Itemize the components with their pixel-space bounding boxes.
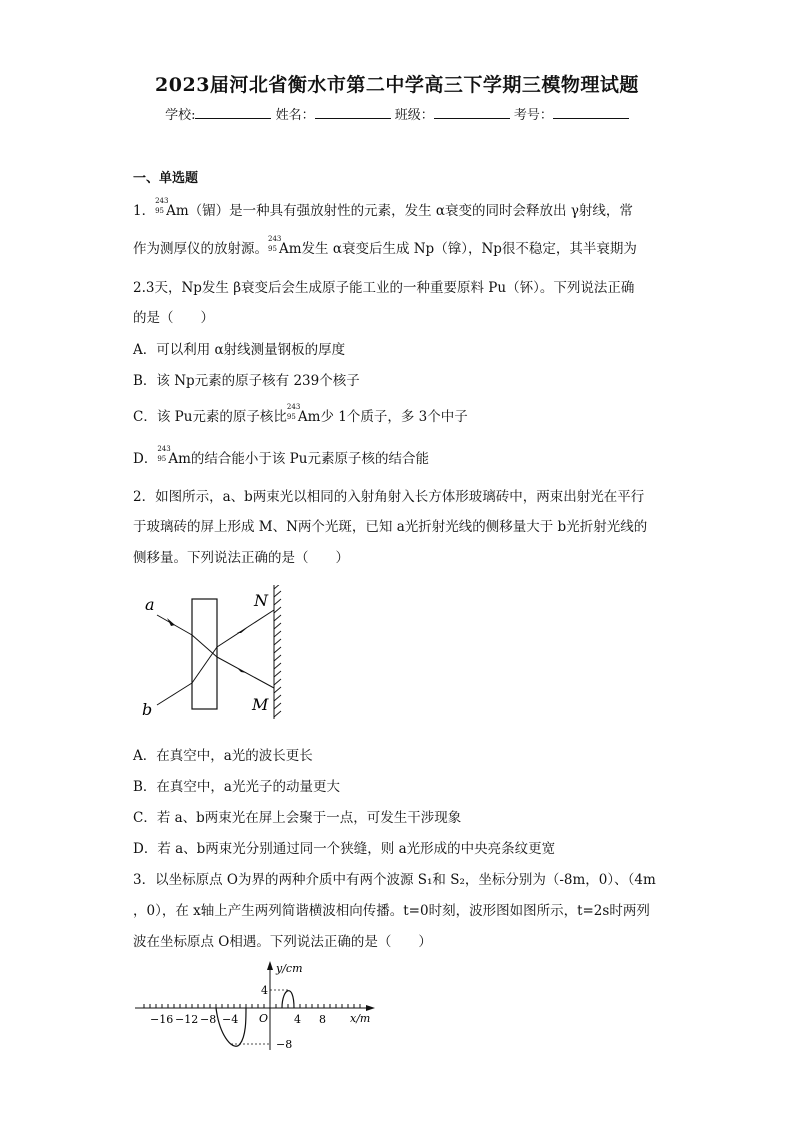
isotope-symbol: 243 95 bbox=[155, 197, 169, 215]
x-axis-label: x/m bbox=[350, 1012, 371, 1025]
origin-label: O bbox=[259, 1012, 269, 1025]
q1-number: 1． bbox=[133, 203, 156, 219]
beam-b-label: b bbox=[142, 700, 153, 719]
exam-number-label: 考号： bbox=[513, 108, 553, 123]
q3-line-3: 波在坐标原点 O相遇。下列说法正确的是（ ） bbox=[133, 934, 432, 950]
glass-brick-figure bbox=[135, 585, 305, 725]
name-label: 姓名： bbox=[275, 108, 315, 123]
spot-m-label: M bbox=[252, 695, 269, 714]
section-heading: 一、单选题 bbox=[133, 171, 199, 186]
isotope-symbol: 243 95 bbox=[268, 235, 282, 253]
school-blank bbox=[195, 106, 271, 119]
name-blank bbox=[315, 106, 391, 119]
class-blank bbox=[434, 106, 510, 119]
page-title: 2023届河北省衡水市第二中学高三下学期三模物理试题 bbox=[155, 74, 639, 96]
y-axis-label: y/cm bbox=[276, 962, 303, 975]
q1-line-3: 2.3天，Np发生 β衰变后会生成原子能工业的一种重要原料 Pu（钚）。下列说法正确 bbox=[133, 280, 635, 296]
q1-line-4: 的是（ ） bbox=[133, 310, 214, 326]
x-tick-label: −4 bbox=[222, 1013, 239, 1026]
q2-line-3: 侧移量。下列说法正确的是（ ） bbox=[133, 550, 349, 566]
class-label: 班级： bbox=[394, 108, 434, 123]
student-info-row bbox=[0, 104, 794, 123]
x-tick-label: 4 bbox=[294, 1013, 301, 1026]
q2-line-2: 于玻璃砖的屏上形成 M、N两个光斑，已知 a光折射光线的侧移量大于 b光折射光线的 bbox=[133, 519, 648, 535]
q2-line-1: 2．如图所示，a、b两束光以相同的入射角射入长方体形玻璃砖中，两束出射光在平行 bbox=[133, 489, 645, 505]
spot-n-label: N bbox=[254, 591, 268, 610]
q2-option-c: C．若 a、b两束光在屏上会聚于一点，可发生干涉现象 bbox=[133, 810, 462, 826]
q1-line-1: 1． 243 95 Am（镅）是一种具有强放射性的元素，发生 α衰变的同时会释放出 γ射线，常 bbox=[133, 197, 633, 219]
q3-line-1: 3．以坐标原点 O为界的两种介质中有两个波源 S₁和 S₂，坐标分别为（-8m，0）、（4m bbox=[133, 872, 656, 888]
y-tick-pos: 4 bbox=[261, 984, 268, 997]
exam-number-blank bbox=[553, 106, 629, 119]
isotope-symbol: 243 95 bbox=[157, 445, 171, 463]
x-tick-label: −16 bbox=[150, 1013, 174, 1026]
q2-option-a: A．在真空中，a光的波长更长 bbox=[133, 748, 313, 764]
q2-option-d: D．若 a、b两束光分别通过同一个狭缝，则 a光形成的中央亮条纹更宽 bbox=[133, 841, 556, 857]
wave-graph bbox=[130, 960, 380, 1055]
x-tick-label: −12 bbox=[175, 1013, 199, 1026]
q1-option-b: B．该 Np元素的原子核有 239个核子 bbox=[133, 373, 360, 389]
q3-line-2: ，0），在 x轴上产生两列简谐横波相向传播。t=0时刻，波形图如图所示，t=2s时两列 bbox=[133, 903, 650, 919]
q1-option-c: C．该 Pu元素的原子核比 243 95 Am少 1个质子，多 3个中子 bbox=[133, 403, 468, 425]
beam-a-label: a bbox=[145, 595, 155, 614]
x-tick-label: −8 bbox=[200, 1013, 217, 1026]
isotope-symbol: 243 95 bbox=[286, 403, 301, 421]
q1-option-d: D． 243 95 Am的结合能小于该 Pu元素原子核的结合能 bbox=[133, 445, 429, 467]
q2-option-b: B．在真空中，a光光子的动量更大 bbox=[133, 779, 340, 795]
q1-option-a: A．可以利用 α射线测量钢板的厚度 bbox=[133, 342, 346, 358]
q1-line-2: 作为测厚仪的放射源。 243 95 Am发生 α衰变后生成 Np（镎），Np很不稳定，其半衰期为 bbox=[133, 235, 637, 257]
y-tick-neg: −8 bbox=[276, 1038, 293, 1051]
school-label: 学校: bbox=[165, 108, 196, 123]
x-tick-label: 8 bbox=[319, 1013, 326, 1026]
